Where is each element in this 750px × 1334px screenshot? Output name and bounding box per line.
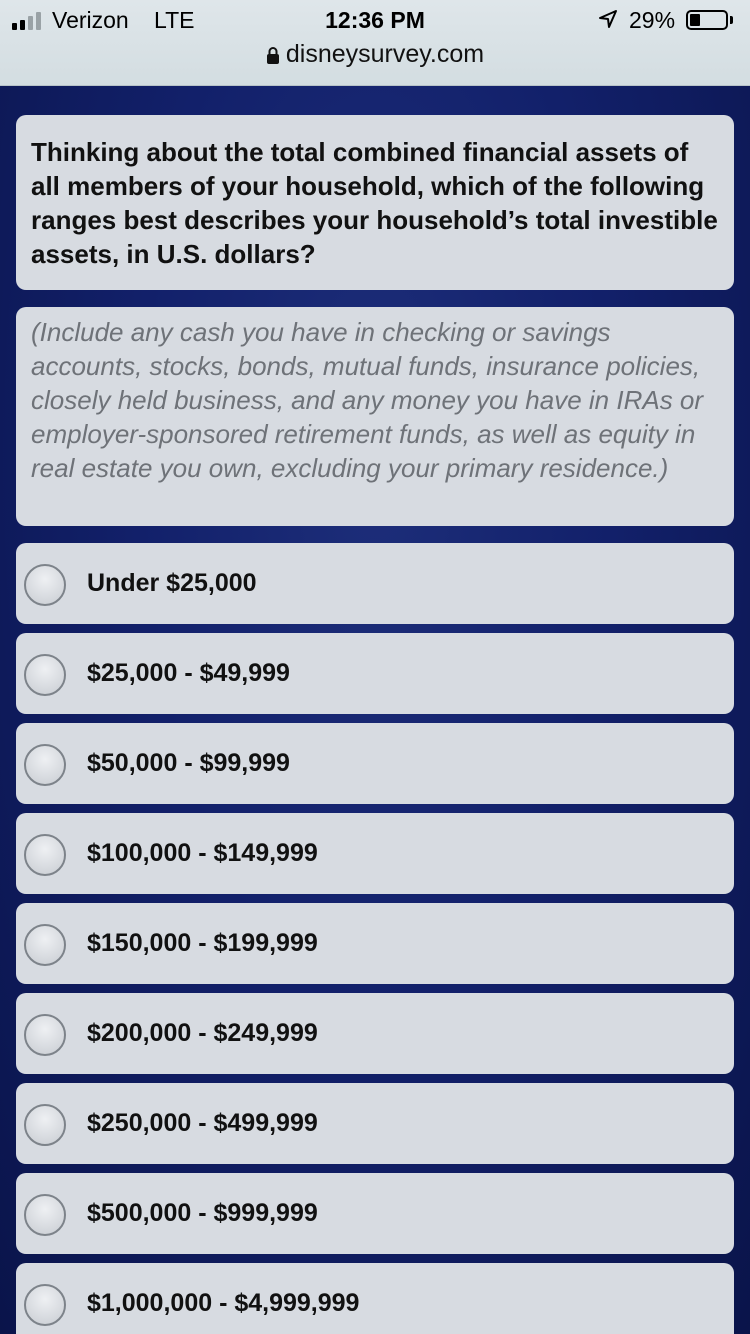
radio-button[interactable] — [24, 564, 66, 606]
radio-button[interactable] — [24, 654, 66, 696]
battery-icon — [686, 10, 728, 30]
answer-option-label: $150,000 - $199,999 — [87, 929, 318, 957]
answer-option-label: Under $25,000 — [87, 569, 257, 597]
answer-option-25000-49999[interactable] — [16, 633, 734, 714]
battery-tip — [730, 16, 733, 24]
answer-option-label: $100,000 - $149,999 — [87, 839, 318, 867]
answer-option-500000-999999[interactable] — [16, 1173, 734, 1254]
answer-option-label: $250,000 - $499,999 — [87, 1109, 318, 1137]
answer-option-label: $1,000,000 - $4,999,999 — [87, 1289, 360, 1317]
answer-option-50000-99999[interactable] — [16, 723, 734, 804]
lock-icon — [266, 46, 280, 64]
status-time: 12:36 PM — [325, 7, 425, 33]
radio-button[interactable] — [24, 834, 66, 876]
question-card — [16, 115, 734, 290]
answer-option-under-25000[interactable] — [16, 543, 734, 624]
answer-option-200000-249999[interactable] — [16, 993, 734, 1074]
radio-button[interactable] — [24, 924, 66, 966]
radio-button[interactable] — [24, 1194, 66, 1236]
radio-button[interactable] — [24, 1284, 66, 1326]
status-bar — [0, 0, 750, 40]
location-arrow-icon — [597, 8, 619, 30]
answer-option-100000-149999[interactable] — [16, 813, 734, 894]
answer-option-label: $25,000 - $49,999 — [87, 659, 290, 687]
address-bar[interactable] — [0, 40, 750, 74]
question-note-text: (Include any cash you have in checking or savings accounts, stocks, bonds, mutual funds, insurance policies, closely held business, and any money you have in IRAs or employer-sponsored retirement funds, as well as equity in real estate you own, excluding your primary residence.) — [31, 317, 704, 483]
radio-button[interactable] — [24, 1014, 66, 1056]
answer-option-1000000-4999999[interactable] — [16, 1263, 734, 1334]
answer-option-label: $200,000 - $249,999 — [87, 1019, 318, 1047]
question-note-card — [16, 307, 734, 526]
url-text: disneysurvey.com — [285, 40, 485, 68]
battery-percentage: 29% — [629, 7, 676, 33]
answer-option-250000-499999[interactable] — [16, 1083, 734, 1164]
question-text: Thinking about the total combined financial assets of all members of your household, which of the following ranges best describes your household’s total investible assets, in U.S. dollars? — [31, 137, 718, 269]
answer-option-150000-199999[interactable] — [16, 903, 734, 984]
radio-button[interactable] — [24, 1104, 66, 1146]
battery-level — [690, 14, 700, 26]
browser-chrome — [0, 0, 750, 86]
carrier-name: Verizon — [52, 7, 129, 33]
answer-option-label: $50,000 - $99,999 — [87, 749, 290, 777]
radio-button[interactable] — [24, 744, 66, 786]
network-type: LTE — [154, 7, 195, 33]
answer-option-label: $500,000 - $999,999 — [87, 1199, 318, 1227]
